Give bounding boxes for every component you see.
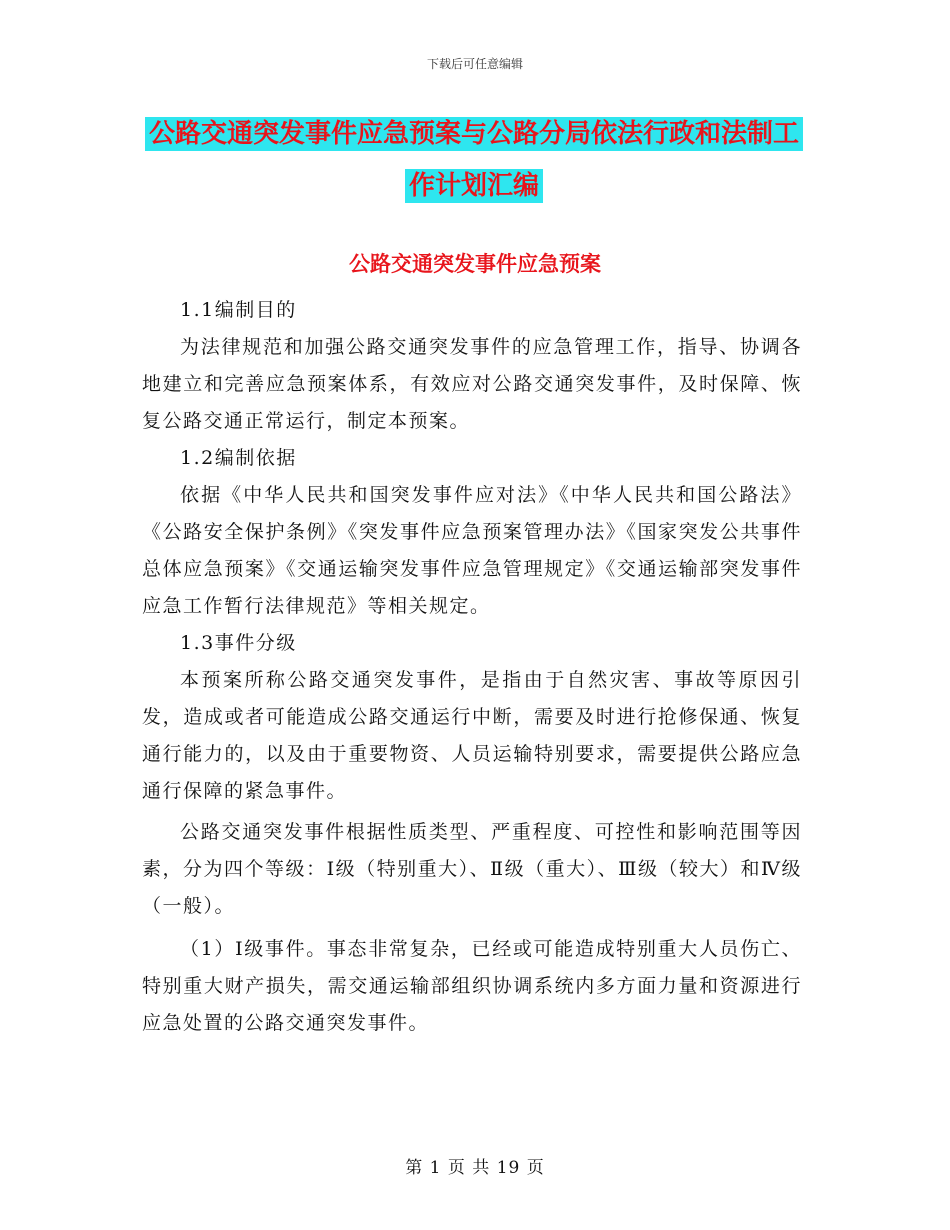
page-header-note: 下载后可任意编辑 [426, 57, 523, 71]
page-number-footer: 第 1 页 共 19 页 [405, 1158, 545, 1178]
heading-1-1: 1.1编制目的 [180, 299, 297, 321]
paragraph-basis: 依据《中华人民共和国突发事件应对法》《中华人民共和国公路法》《公路安全保护条例》《突发事件应急预案管理办法》《国家突发公共事件总体应急预案》《交通运输突发事件应急管理规定》《交通运输部突发事件应急工作暂行法律规范》等相关规定。 [142, 484, 802, 617]
paragraph-purpose: 为法律规范和加强公路交通突发事件的应急管理工作，指导、协调各地建立和完善应急预案体系，有效应对公路交通突发事件，及时保障、恢复公路交通正常运行，制定本预案。 [142, 336, 802, 432]
document-body [142, 292, 802, 1042]
paragraph-definition: 本预案所称公路交通突发事件，是指由于自然灾害、事故等原因引发，造成或者可能造成公路交通运行中断，需要及时进行抢修保通、恢复通行能力的，以及由于重要物资、人员运输特别要求，需要提供公路应急通行保障的紧急事件。 [142, 669, 802, 802]
document-title-text: 公路交通突发事件应急预案与公路分局依法行政和法制工作计划汇编 [145, 117, 803, 203]
document-title [140, 108, 808, 212]
paragraph-level-1: （1）Ⅰ级事件。事态非常复杂，已经或可能造成特别重大人员伤亡、特别重大财产损失，需交通运输部组织协调系统内多方面力量和资源进行应急处置的公路交通突发事件。 [142, 938, 802, 1034]
paragraph-levels: 公路交通突发事件根据性质类型、严重程度、可控性和影响范围等因素，分为四个等级：Ⅰ级（特别重大）、Ⅱ级（重大）、Ⅲ级（较大）和Ⅳ级（一般）。 [142, 821, 802, 917]
section-title: 公路交通突发事件应急预案 [349, 251, 601, 276]
heading-1-2: 1.2编制依据 [180, 447, 297, 469]
heading-1-3: 1.3事件分级 [180, 632, 297, 654]
